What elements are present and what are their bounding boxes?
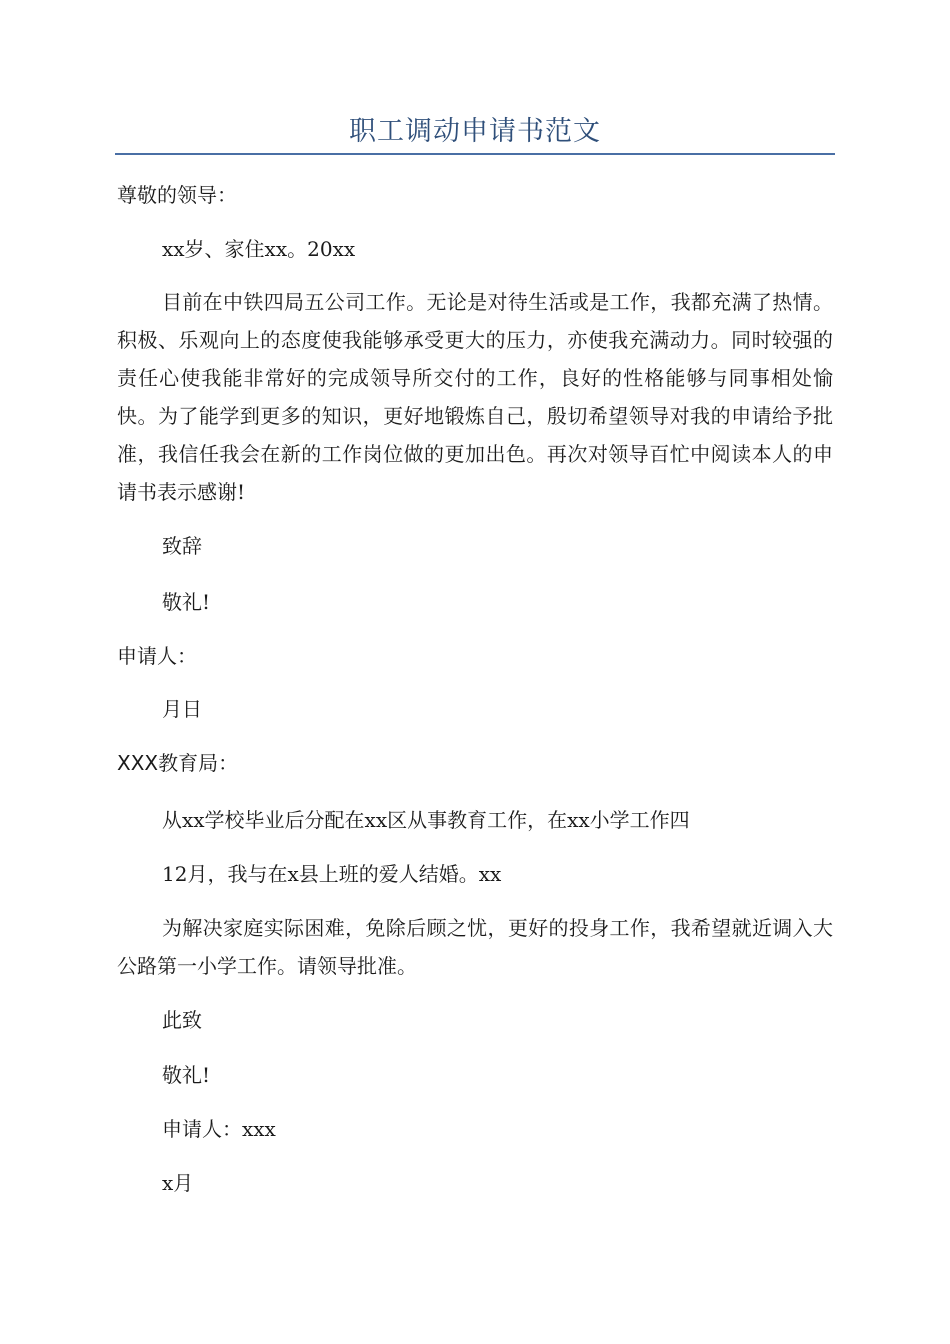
document-title: 职工调动申请书范文 bbox=[349, 116, 601, 147]
letter2-salutation-prefix: XXX bbox=[117, 751, 159, 775]
letter2-applicant: 申请人：xxx bbox=[162, 1117, 276, 1141]
closing-regards: 致辞 bbox=[162, 534, 202, 558]
letter2-closing-regards: 此致 bbox=[162, 1008, 202, 1032]
closing-salute: 敬礼! bbox=[162, 590, 211, 614]
letter2-salutation-text: 教育局： bbox=[158, 751, 239, 775]
letter2-closing-salute: 敬礼! bbox=[162, 1063, 211, 1087]
letter2-line1: 从xx学校毕业后分配在xx区从事教育工作，在xx小学工作四 bbox=[162, 808, 690, 832]
applicant-label: 申请人： bbox=[117, 644, 197, 668]
body-paragraph: 目前在中铁四局五公司工作。无论是对待生活或是工作，我都充满了热情。积极、乐观向上的态度使我能够承受更大的压力，亦使我充满动力。同时较强的责任心使我能非常好的完成领导所交付的工作，良好的性格能够与同事相处愉快。为了能学到更多的知识，更好地锻炼自己，殷切希望领导对我的申请给予批准，我信任我会在新的工作岗位做的更加出色。再次对领导百忙中阅读本人的申请书表示感谢! bbox=[117, 290, 833, 504]
letter2-body-paragraph: 为解决家庭实际困难，免除后顾之忧，更好的投身工作，我希望就近调入大公路第一小学工作。请领导批准。 bbox=[117, 916, 833, 978]
intro-line: xx岁、家住xx。20xx bbox=[162, 237, 356, 261]
letter2-date-line: x月 bbox=[162, 1171, 194, 1195]
title-divider bbox=[115, 153, 835, 155]
letter2-salutation bbox=[117, 744, 833, 782]
salutation: 尊敬的领导： bbox=[117, 183, 237, 207]
letter2-line2: 12月，我与在x县上班的爱人结婚。xx bbox=[162, 862, 502, 886]
date-line: 月日 bbox=[162, 697, 202, 721]
